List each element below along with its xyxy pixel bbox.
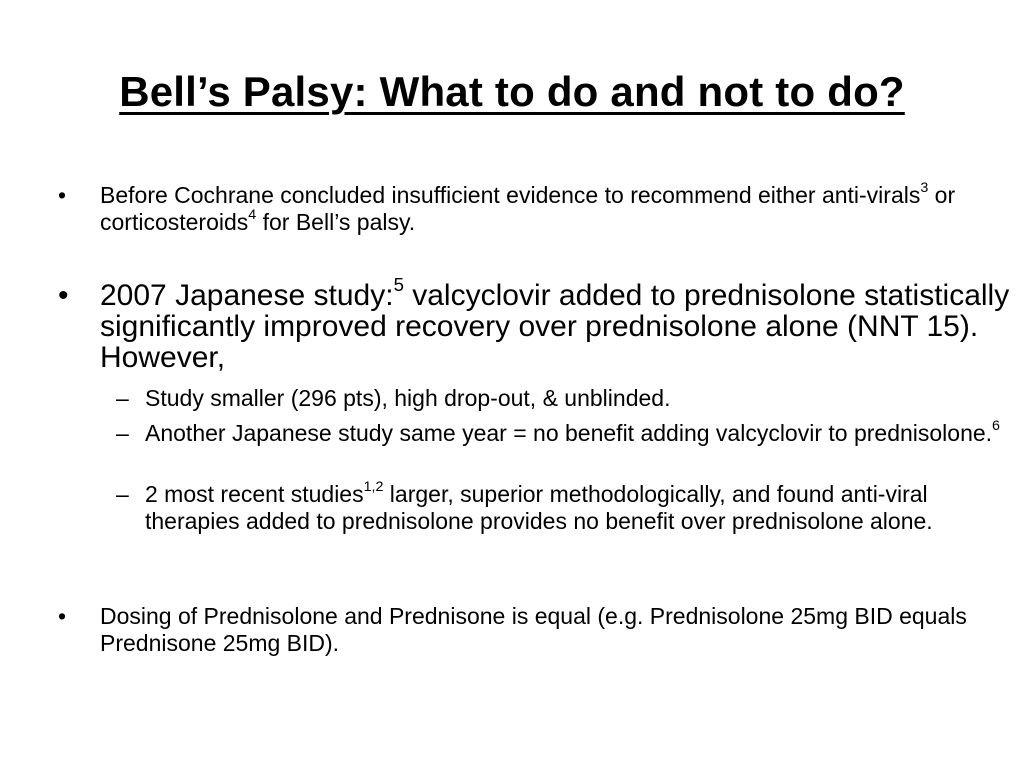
sub-bullet-marker: –: [116, 385, 129, 411]
bullet-text-part: for Bell’s palsy.: [256, 209, 416, 235]
sub-bullet-text-part: Another Japanese study same year = no benefit adding valcyclovir to prednisolone.: [145, 420, 993, 446]
sub-bullet-text: [145, 420, 1015, 447]
slide-title: Bell’s Palsy: What to do and not to do?: [119, 68, 905, 115]
citation-superscript: 5: [393, 274, 404, 296]
sub-bullet-marker: –: [116, 481, 129, 507]
sub-bullet-text-part: larger, superior methodologically, and found anti-viral therapies added to prednisolone provides no benefit over prednisolone alone.: [145, 481, 933, 534]
citation-superscript: 3: [920, 180, 929, 197]
bullet-text: [100, 274, 1010, 374]
citation-superscript: 1,2: [363, 479, 384, 496]
citation-superscript: 4: [248, 207, 257, 224]
bullet-marker: •: [58, 603, 67, 629]
bullet-text-part: valcyclovir added to prednisolone statistically significantly improved recovery over prednisolone alone (NNT 15). However,: [100, 279, 1010, 374]
bullet-marker: •: [58, 279, 69, 312]
sub-bullet-marker: –: [116, 420, 129, 446]
sub-bullet-text: [145, 481, 1015, 535]
sub-bullet-text-part: 2 most recent studies: [145, 481, 364, 507]
citation-superscript: 6: [992, 418, 1000, 435]
sub-bullet-text: Study smaller (296 pts), high drop-out, & unblinded.: [145, 385, 671, 411]
bullet-text: [100, 182, 1010, 236]
bullet-text-part: or corticosteroids: [100, 182, 956, 235]
bullet-text-part: 2007 Japanese study:: [100, 279, 394, 312]
bullet-text-part: Before Cochrane concluded insufficient evidence to recommend either anti-virals: [100, 182, 921, 208]
bullet-marker: •: [58, 182, 67, 208]
bullet-text: Dosing of Prednisolone and Prednisone is equal (e.g. Prednisolone 25mg BID equals Prednisone 25mg BID).: [100, 603, 967, 656]
